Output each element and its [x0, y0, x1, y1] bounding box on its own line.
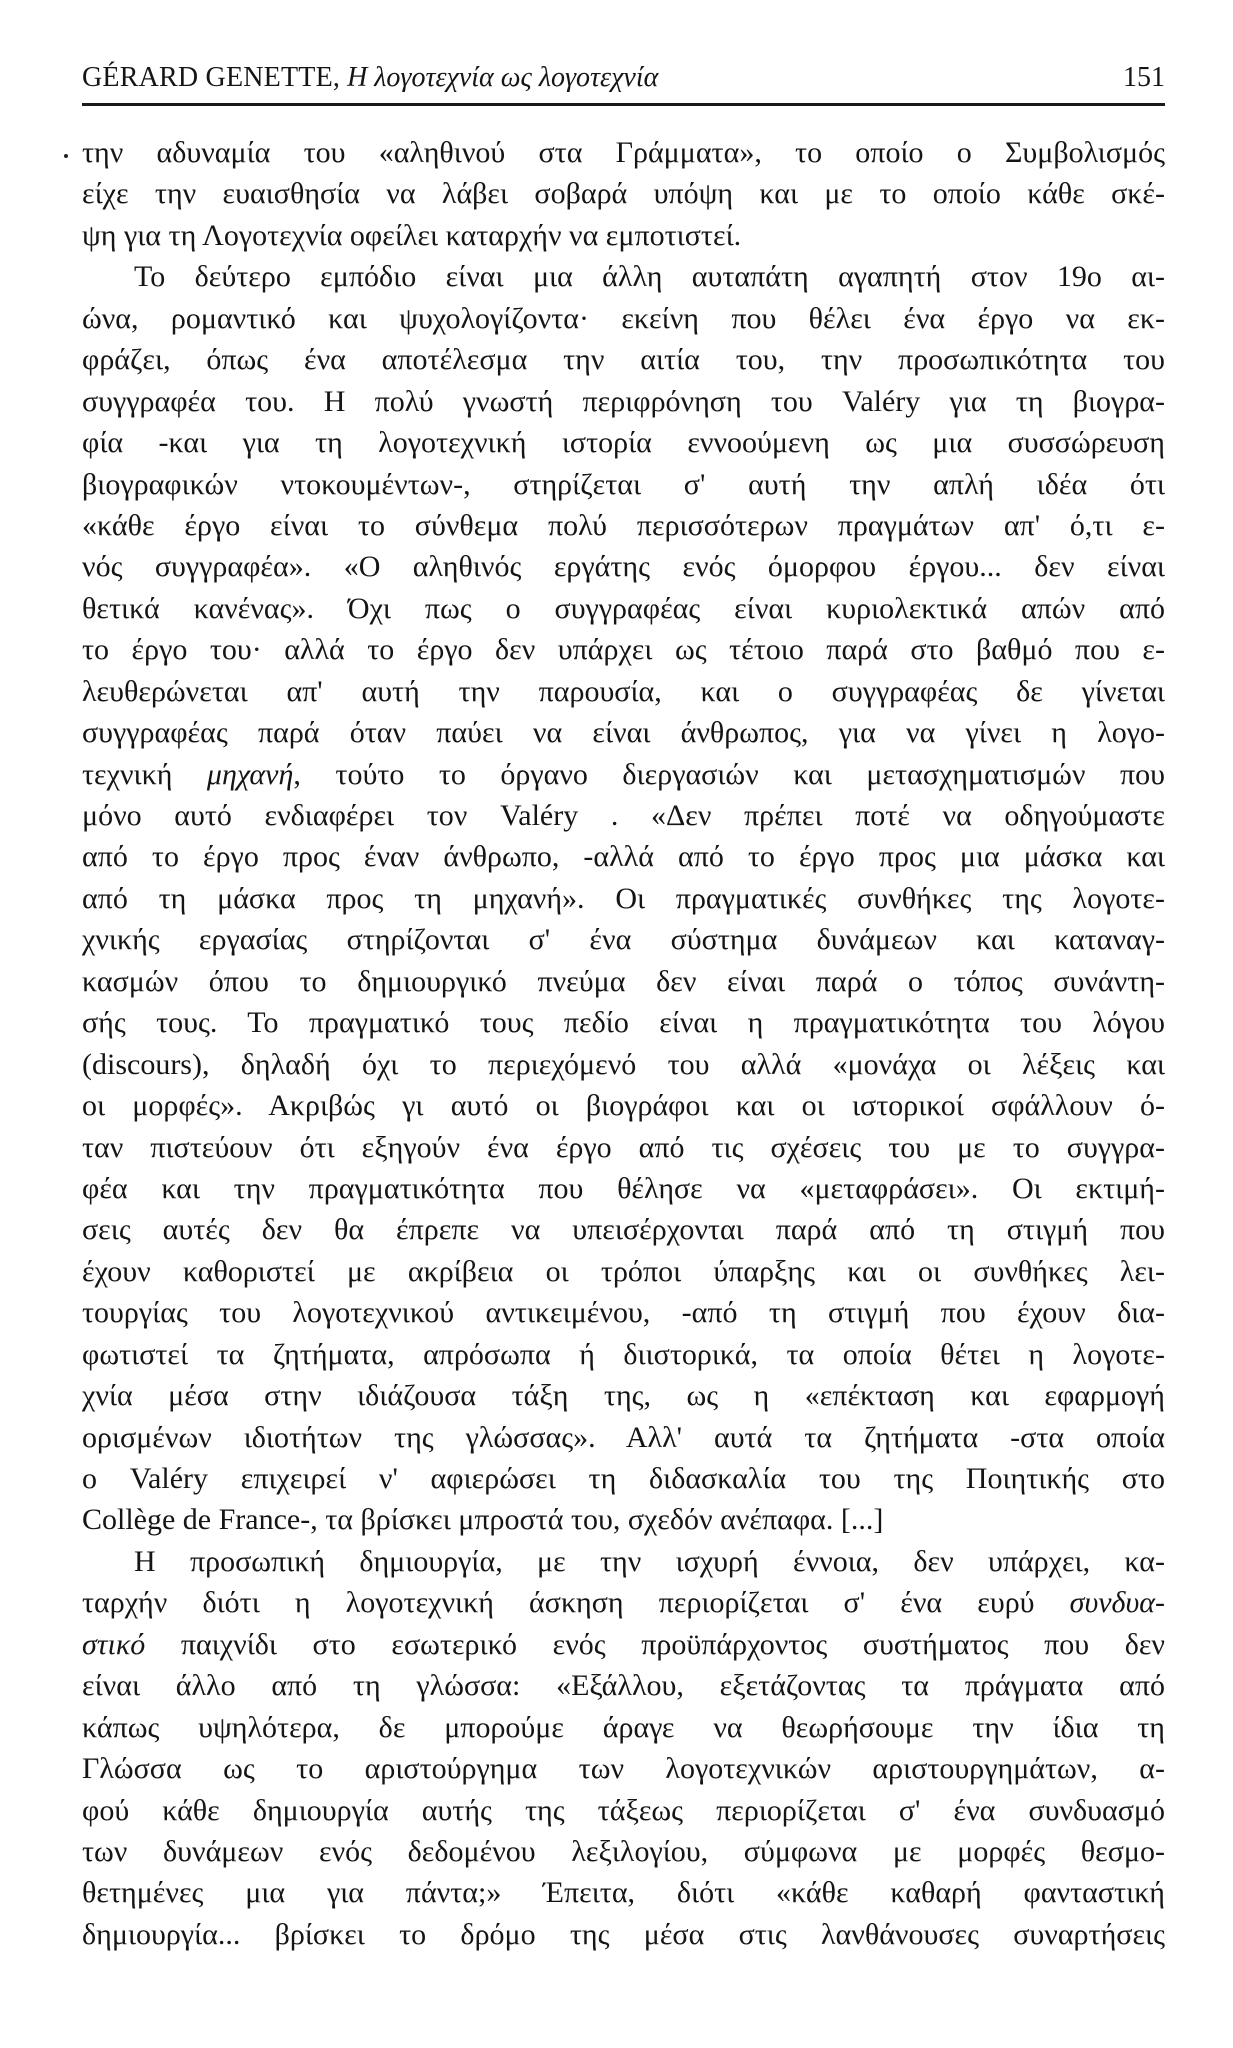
text-line: από το έργο προς έναν άνθρωπο, -αλλά από το έργο προς μια μάσκα και	[82, 840, 1165, 874]
text-line: θετημένες μια για πάντα;» Έπειτα, διότι «κάθε καθαρή φανταστική	[82, 1876, 1165, 1910]
text-line: είχε την ευαισθησία να λάβει σοβαρά υπόψη και με το οποίο κάθε σκέ-	[82, 177, 1165, 211]
header-author: GÉRARD GENETTE,	[82, 62, 341, 93]
line-segment: , τούτο το όργανο διεργασιών και μετασχηματισμών που	[293, 757, 1165, 791]
text-line: χνία μέσα στην ιδιάζουσα τάξη της, ως η «επέκταση και εφαρμογή	[82, 1379, 1165, 1413]
text-line: το έργο του· αλλά το έργο δεν υπάρχει ως τέτοιο παρά στο βαθμό που ε-	[82, 633, 1165, 667]
text-line: χνικής εργασίας στηρίζονται σ' ένα σύστημα δυνάμεων και καταναγ-	[82, 923, 1165, 957]
text-line: φία -και για τη λογοτεχνική ιστορία εννοούμενη ως μια συσσώρευση	[82, 426, 1165, 460]
text-line: σεις αυτές δεν θα έπρεπε να υπεισέρχονται παρά από τη στιγμή που	[82, 1213, 1165, 1247]
italic-term: συνδυα-	[1069, 1586, 1165, 1620]
line-segment: παιχνίδι στο εσωτερικό ενός προϋπάρχοντος συστήματος που δεν	[145, 1627, 1165, 1661]
text-line: νός συγγραφέα». «Ο αληθινός εργάτης ενός όμορφου έργου... δεν είναι	[82, 550, 1165, 584]
text-line: ταν πιστεύουν ότι εξηγούν ένα έργο από τις σχέσεις του με το συγγρα-	[82, 1130, 1165, 1164]
text-line: λευθερώνεται απ' αυτή την παρουσία, και ο συγγραφέας δε γίνεται	[82, 674, 1165, 708]
text-line: φράζει, όπως ένα αποτέλεσμα την αιτία του, την προσωπικότητα του	[82, 343, 1165, 377]
body-text	[82, 132, 1165, 1955]
italic-term: στικό	[82, 1627, 146, 1661]
scan-speck	[64, 154, 68, 158]
text-line: ψη για τη Λογοτεχνία οφείλει καταρχήν να εμποτιστεί.	[82, 218, 742, 252]
text-line: φωτιστεί τα ζητήματα, απρόσωπα ή διιστορικά, τα οποία θέτει η λογοτε-	[82, 1337, 1165, 1371]
line-segment: τεχνική	[82, 757, 207, 791]
line-segment: ταρχήν διότι η λογοτεχνική άσκηση περιορίζεται σ' ένα ευρύ	[82, 1586, 1070, 1620]
text-line: Γλώσσα ως το αριστούργημα των λογοτεχνικών αριστουργημάτων, α-	[82, 1752, 1165, 1786]
text-line: θετικά κανένας». Όχι πως ο συγγραφέας είναι κυριολεκτικά απών από	[82, 591, 1165, 625]
text-line: «κάθε έργο είναι το σύνθεμα πολύ περισσότερων πραγμάτων απ' ό,τι ε-	[82, 508, 1165, 542]
text-line: των δυνάμεων ενός δεδομένου λεξιλογίου, σύμφωνα με μορφές θεσμο-	[82, 1834, 1165, 1868]
header-rule	[82, 103, 1165, 106]
text-line: από τη μάσκα προς τη μηχανή». Οι πραγματικές συνθήκες της λογοτε-	[82, 881, 1165, 915]
text-line: συγγραφέα του. Η πολύ γνωστή περιφρόνηση του Valéry για τη βιογρα-	[82, 384, 1165, 418]
text-line	[82, 754, 1165, 795]
text-line: ώνα, ρομαντικό και ψυχολογίζοντα· εκείνη που θέλει ένα έργο να εκ-	[82, 301, 1165, 335]
page-number: 151	[1123, 62, 1165, 93]
paragraph-first-line: Η προσωπική δημιουργία, με την ισχυρή έννοια, δεν υπάρχει, κα-	[134, 1544, 1165, 1578]
text-line: δημιουργία... βρίσκει το δρόμο της μέσα στις λανθάνουσες συναρτήσεις	[82, 1917, 1165, 1951]
text-line: Collège de France-, τα βρίσκει μπροστά του, σχεδόν ανέπαφα. [...]	[82, 1503, 884, 1537]
text-line: (discours), δηλαδή όχι το περιεχόμενό του αλλά «μονάχα οι λέξεις και	[82, 1047, 1165, 1081]
text-line: φέα και την πραγματικότητα που θέλησε να «μεταφράσει». Οι εκτιμή-	[82, 1171, 1165, 1205]
italic-term: μηχανή	[206, 757, 294, 791]
text-line: οι μορφές». Ακριβώς γι αυτό οι βιογράφοι και οι ιστορικοί σφάλλουν ό-	[82, 1089, 1165, 1123]
text-line: φού κάθε δημιουργία αυτής της τάξεως περιορίζεται σ' ένα συνδυασμό	[82, 1793, 1165, 1827]
text-line: συγγραφέας παρά όταν παύει να είναι άνθρωπος, για να γίνει η λογο-	[82, 716, 1165, 750]
running-header	[82, 58, 1165, 98]
text-line: σής τους. Το πραγματικό τους πεδίο είναι η πραγματικότητα του λόγου	[82, 1006, 1165, 1040]
text-line	[82, 1624, 1165, 1665]
paragraph-first-line: Το δεύτερο εμπόδιο είναι μια άλλη αυταπάτη αγαπητή στον 19ο αι-	[134, 260, 1165, 294]
text-line: έχουν καθοριστεί με ακρίβεια οι τρόποι ύπαρξης και οι συνθήκες λει-	[82, 1254, 1165, 1288]
text-line: βιογραφικών ντοκουμέντων-, στηρίζεται σ' αυτή την απλή ιδέα ότι	[82, 467, 1165, 501]
text-line: μόνο αυτό ενδιαφέρει τον Valéry . «Δεν πρέπει ποτέ να οδηγούμαστε	[82, 799, 1165, 832]
text-line: ορισμένων ιδιοτήτων της γλώσσας». Αλλ' αυτά τα ζητήματα -στα οποία	[82, 1420, 1165, 1454]
text-line: την αδυναμία του «αληθινού στα Γράμματα», το οποίο ο Συμβολισμός	[82, 136, 1165, 169]
header-title: Η λογοτεχνία ως λογοτεχνία	[347, 62, 659, 93]
text-line: κασμών όπου το δημιουργικό πνεύμα δεν είναι παρά ο τόπος συνάντη-	[82, 964, 1165, 998]
text-line: κάπως υψηλότερα, δε μπορούμε άραγε να θεωρήσουμε την ίδια τη	[82, 1710, 1165, 1744]
text-line: είναι άλλο από τη γλώσσα: «Εξάλλου, εξετάζοντας τα πράγματα από	[82, 1669, 1165, 1703]
text-line: τουργίας του λογοτεχνικού αντικειμένου, -από τη στιγμή που έχουν δια-	[82, 1296, 1165, 1330]
text-line: ο Valéry επιχειρεί ν' αφιερώσει τη διδασκαλία του της Ποιητικής στο	[82, 1462, 1165, 1495]
text-line	[82, 1582, 1165, 1623]
